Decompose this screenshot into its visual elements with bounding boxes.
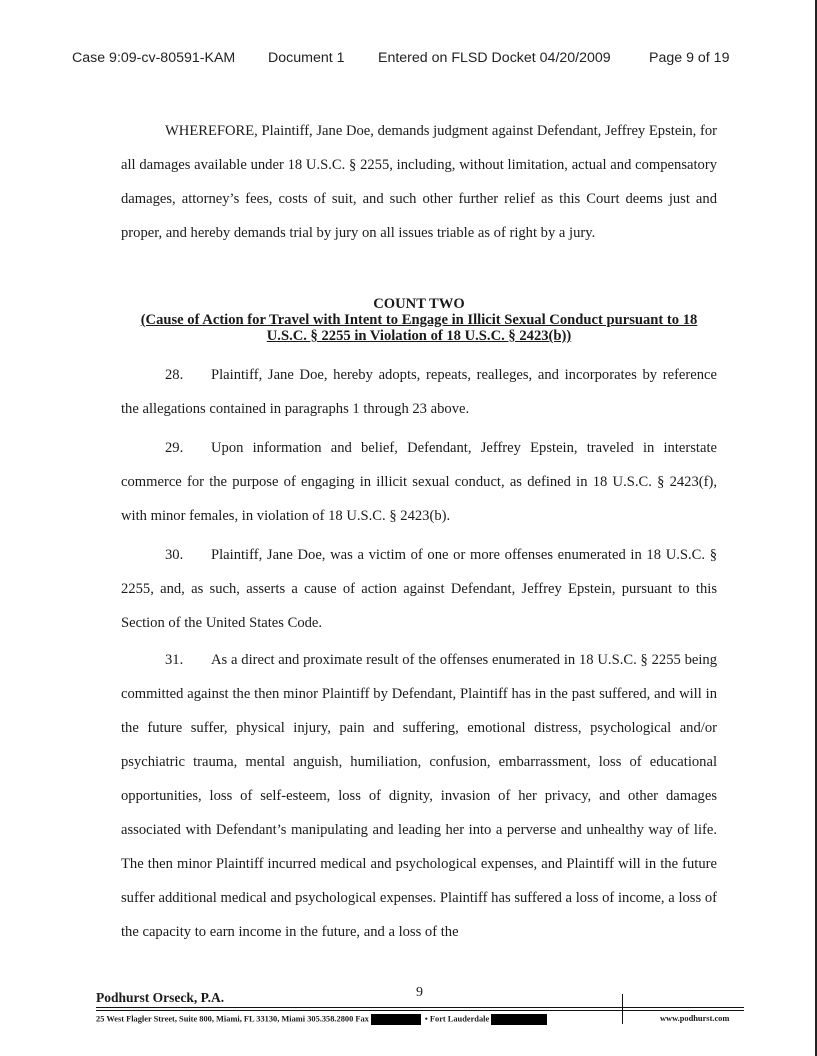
footer-firm-name: Podhurst Orseck, P.A.	[96, 990, 225, 1005]
footer-address	[96, 1014, 547, 1025]
paragraph-number: 31.	[165, 652, 184, 668]
wherefore-paragraph	[121, 114, 717, 250]
footer-divider	[622, 994, 623, 1024]
page-indicator: Page 9 of 19	[649, 50, 730, 66]
paragraph-number: 29.	[165, 440, 184, 456]
redaction-block	[491, 1014, 547, 1025]
case-number: Case 9:09-cv-80591-KAM	[72, 50, 236, 66]
paragraph-28	[121, 358, 717, 426]
document-number: Document 1	[268, 50, 345, 66]
footer-address-text: 25 West Flagler Street, Suite 800, Miami, FL 33130, Miami 305.358.2800 Fax	[96, 1014, 369, 1024]
wherefore-text: WHEREFORE, Plaintiff, Jane Doe, demands judgment against Defendant, Jeffrey Epstein, for all damages available under 18 U.S.C. § 2255, including, without limitation, actual and compensatory damages, attorney’s fees, costs of suit, and such other further relief as this Court deems just and proper, and hereby demands trial by jury on all issues triable as of right by a jury.	[121, 123, 717, 241]
paragraph-text: Upon information and belief, Defendant, Jeffrey Epstein, traveled in interstate commerce for the purpose of engaging in illicit sexual conduct, as defined in 18 U.S.C. § 2423(f), with minor females, in violation of 18 U.S.C. § 2423(b).	[121, 440, 717, 524]
entered-date: Entered on FLSD Docket 04/20/2009	[378, 50, 611, 66]
paragraph-30	[121, 538, 717, 640]
paragraph-31	[121, 643, 717, 949]
paragraph-text: Plaintiff, Jane Doe, was a victim of one or more offenses enumerated in 18 U.S.C. § 2255, and, as such, asserts a cause of action against Defendant, Jeffrey Epstein, pursuant to this Section of the United States Code.	[121, 547, 717, 631]
footer-rule	[96, 1007, 744, 1008]
footer-fort-lauderdale: • Fort Lauderdale	[424, 1014, 490, 1024]
paragraph-text: As a direct and proximate result of the offenses enumerated in 18 U.S.C. § 2255 being committed against the then minor Plaintiff by Defendant, Plaintiff has in the past suffered, and will in the future suffer, physical injury, pain and suffering, emotional distress, psychological and/or psychiatric trauma, mental anguish, humiliation, confusion, embarrassment, loss of educational opportunities, loss of self-esteem, loss of dignity, invasion of her privacy, and other damages associated with Defendant’s manipulating and leading her into a perverse and unhealthy way of life. The then minor Plaintiff incurred medical and psychological expenses, and Plaintiff will in the future suffer additional medical and psychological expenses. Plaintiff has suffered a loss of income, a loss of the capacity to earn income in the future, and a loss of the	[121, 652, 717, 940]
footer-rule-thin	[96, 1010, 744, 1011]
footer-page-number: 9	[416, 985, 423, 1000]
footer-website: www.podhurst.com	[660, 1014, 730, 1023]
count-heading	[121, 296, 717, 344]
paragraph-text: Plaintiff, Jane Doe, hereby adopts, repeats, realleges, and incorporates by reference the allegations contained in paragraphs 1 through 23 above.	[121, 367, 717, 417]
paragraph-number: 28.	[165, 367, 184, 383]
paragraph-number: 30.	[165, 547, 184, 563]
paragraph-29	[121, 431, 717, 533]
redaction-block	[371, 1014, 421, 1025]
count-subtitle: (Cause of Action for Travel with Intent to Engage in Illicit Sexual Conduct pursuant to 18 U.S.C. § 2255 in Violation of 18 U.S.C. § 2423(b))	[140, 312, 698, 344]
count-title: COUNT TWO	[373, 296, 465, 312]
